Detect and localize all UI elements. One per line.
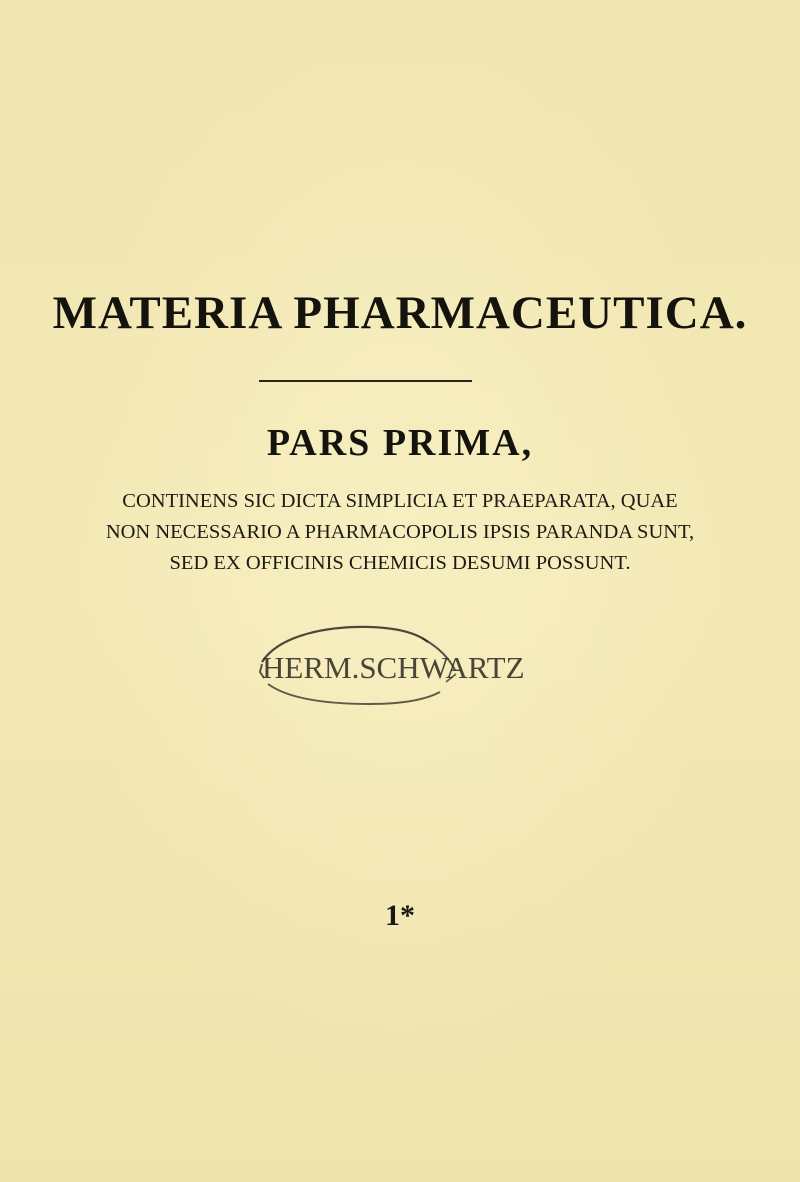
horizontal-rule — [259, 380, 472, 382]
subtitle-line-3: SED EX OFFICINIS CHEMICIS DESUMI POSSUNT. — [169, 552, 631, 574]
subtitle-line-1: CONTINENS SIC DICTA SIMPLICIA ET PRAEPARATA, QUAE — [122, 490, 678, 512]
subtitle-line-2: NON NECESSARIO A PHARMACOPOLIS IPSIS PARANDA SUNT, — [105, 521, 695, 543]
stamp-text: HERM.SCHWARTZ — [262, 650, 525, 685]
subtitle — [70, 486, 730, 579]
main-title: MATERIA PHARMACEUTICA. — [52, 287, 748, 339]
signature-mark: 1* — [385, 899, 415, 932]
part-title: PARS PRIMA, — [266, 422, 534, 464]
